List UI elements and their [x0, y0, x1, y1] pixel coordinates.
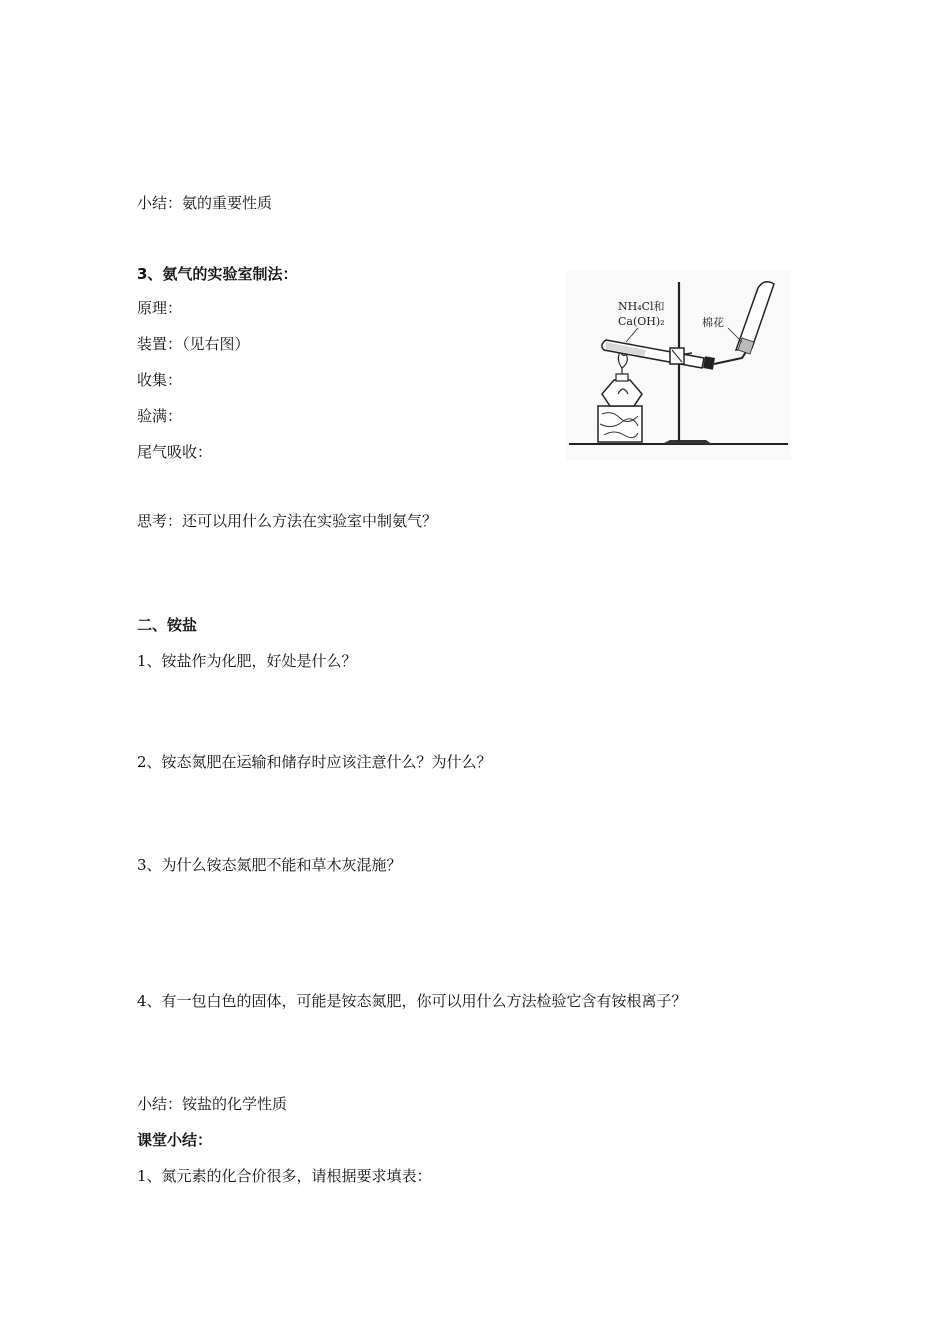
summary-ammonia-properties: 小结：氨的重要性质	[137, 194, 273, 212]
reagent-label-2: Ca(OH)₂	[618, 315, 665, 328]
reagent-label-1: NH₄Cl和	[618, 300, 665, 313]
think-question: 思考：还可以用什么方法在实验室中制氨气？	[137, 512, 438, 530]
ammonium-question-3: 3、为什么铵态氮肥不能和草木灰混施？	[137, 856, 402, 874]
test-full-label: 验满：	[137, 407, 183, 425]
ammonium-question-1: 1、铵盐作为化肥，好处是什么？	[137, 652, 357, 670]
collection-label: 收集：	[137, 371, 183, 389]
principle-label: 原理：	[137, 299, 183, 317]
tail-gas-label: 尾气吸收：	[137, 443, 213, 461]
lab-prep-heading: 3、氨气的实验室制法：	[137, 265, 298, 283]
wooden-block	[598, 406, 642, 442]
apparatus-label: 装置：（见右图）	[137, 335, 250, 353]
ammonium-salts-heading: 二、铵盐	[137, 616, 198, 634]
ammonium-question-2: 2、铵态氮肥在运输和储存时应该注意什么？为什么？	[137, 753, 492, 771]
summary-ammonium-properties: 小结：铵盐的化学性质	[137, 1095, 288, 1113]
cotton-label: 棉花	[702, 316, 724, 329]
ammonium-question-4: 4、有一包白色的固体，可能是铵态氮肥，你可以用什么方法检验它含有铵根离子？	[137, 992, 687, 1010]
ammonia-apparatus-figure	[566, 270, 791, 460]
class-summary-question-1: 1、氮元素的化合价很多，请根据要求填表：	[137, 1167, 432, 1185]
class-summary-heading: 课堂小结：	[137, 1131, 213, 1149]
clamp	[670, 348, 684, 364]
